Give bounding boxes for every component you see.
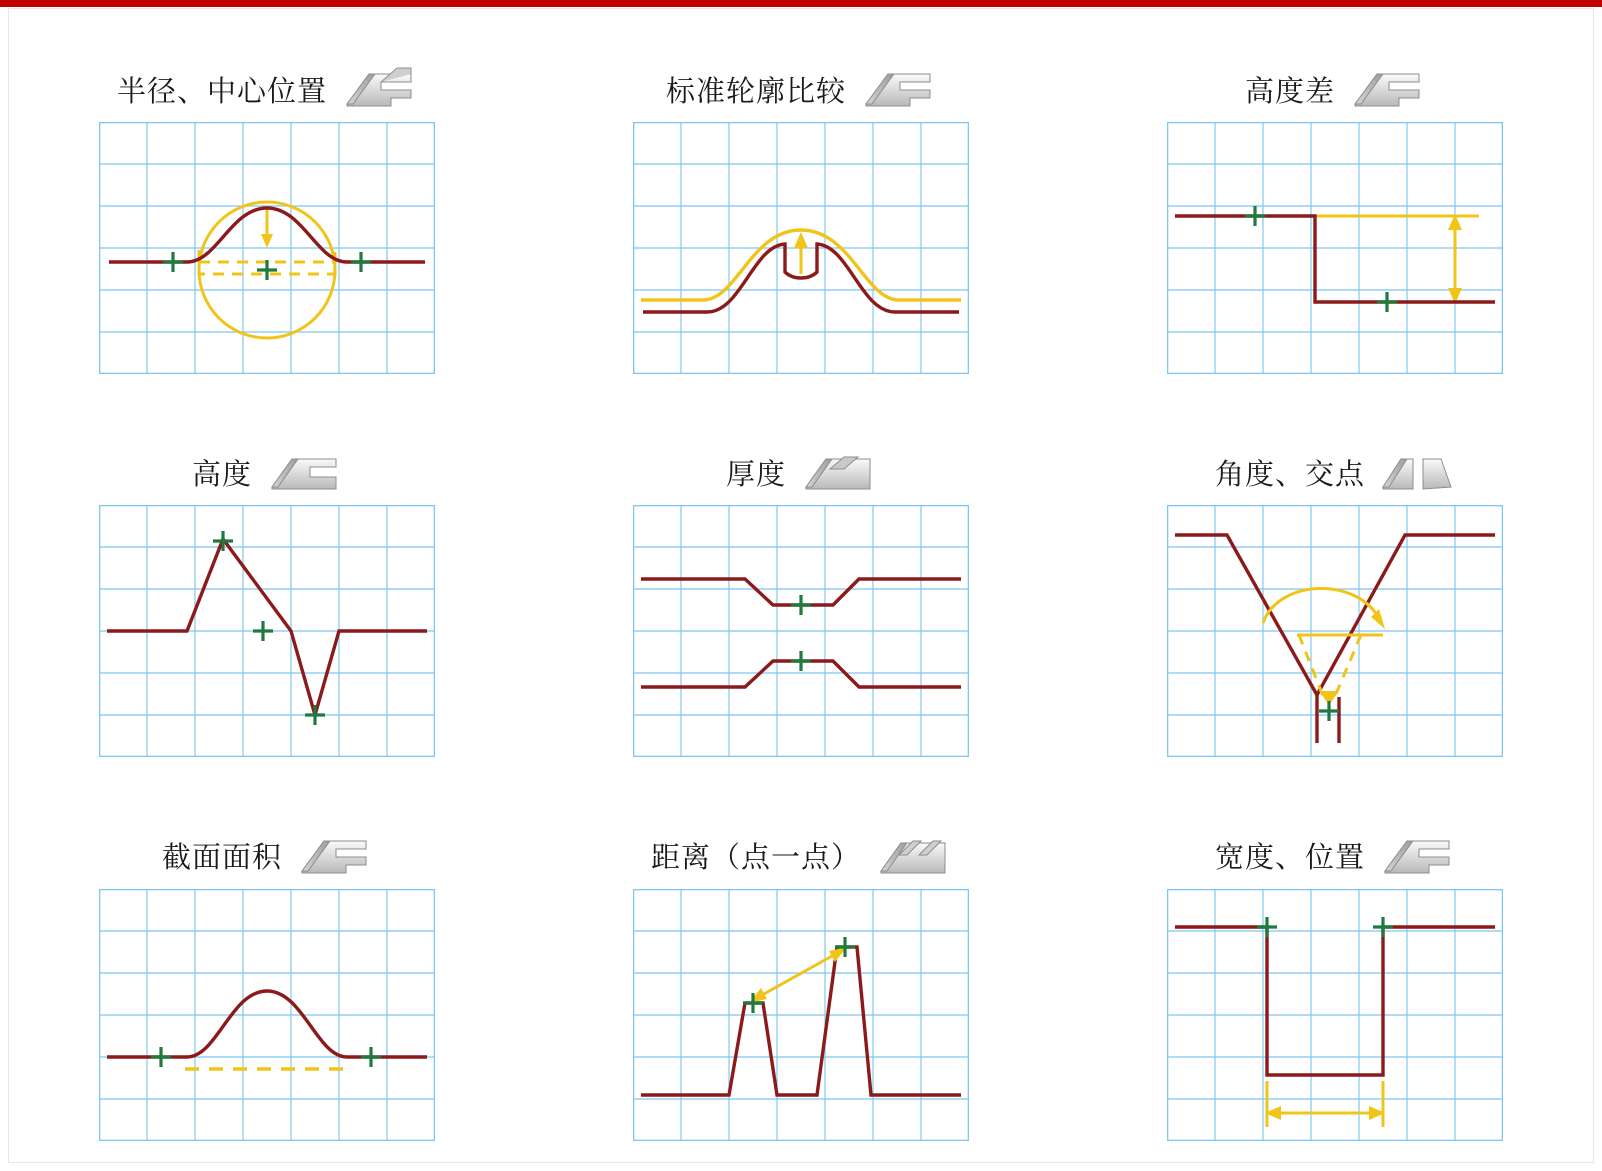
cell-header	[534, 58, 1068, 120]
cell-header	[0, 58, 534, 120]
cell-height-difference	[1068, 14, 1602, 397]
cell-standard-profile-compare	[534, 14, 1068, 397]
notch-block-icon	[266, 447, 342, 497]
chart-thickness	[633, 505, 969, 757]
cell-header	[534, 441, 1068, 503]
top-red-rule	[0, 0, 1602, 7]
cell-title: 截面面积	[161, 842, 282, 875]
chart-height-difference	[1167, 122, 1503, 374]
chart-height	[99, 505, 435, 757]
chart-radius-center	[99, 122, 435, 374]
cell-header	[534, 825, 1068, 887]
cell-header	[1068, 58, 1602, 120]
cell-header	[1068, 441, 1602, 503]
cell-thickness	[534, 397, 1068, 780]
cell-title: 半径、中心位置	[116, 75, 327, 108]
cell-title: 角度、交点	[1214, 458, 1365, 491]
chart-profile-compare	[633, 122, 969, 374]
channel-block-icon	[800, 447, 876, 497]
cell-height	[0, 397, 534, 780]
step-block-icon	[1379, 831, 1455, 881]
step-block-icon	[860, 64, 936, 114]
cell-title: 标准轮廓比较	[665, 75, 846, 108]
step-block-icon	[341, 64, 417, 114]
cell-distance-point-to-point	[534, 781, 1068, 1164]
chart-width-position	[1167, 889, 1503, 1141]
cell-width-position	[1068, 781, 1602, 1164]
cell-header	[1068, 825, 1602, 887]
step-block-icon	[1349, 64, 1425, 114]
cell-title: 高度	[191, 458, 252, 491]
cell-title: 高度差	[1244, 75, 1335, 108]
cell-title: 厚度	[725, 458, 786, 491]
cell-angle-intersection	[1068, 397, 1602, 780]
cell-radius-center-position	[0, 14, 534, 397]
step-block-icon	[296, 831, 372, 881]
chart-angle-intersection	[1167, 505, 1503, 757]
vee-block-icon	[1379, 447, 1455, 497]
cell-title: 宽度、位置	[1214, 842, 1365, 875]
chart-distance-point	[633, 889, 969, 1141]
cell-title: 距离（点一点）	[650, 842, 861, 875]
cell-header	[0, 441, 534, 503]
cell-cross-section-area	[0, 781, 534, 1164]
cell-header	[0, 825, 534, 887]
ridge-block-icon	[875, 831, 951, 881]
measurement-type-grid	[0, 14, 1602, 1164]
chart-cross-section-area	[99, 889, 435, 1141]
